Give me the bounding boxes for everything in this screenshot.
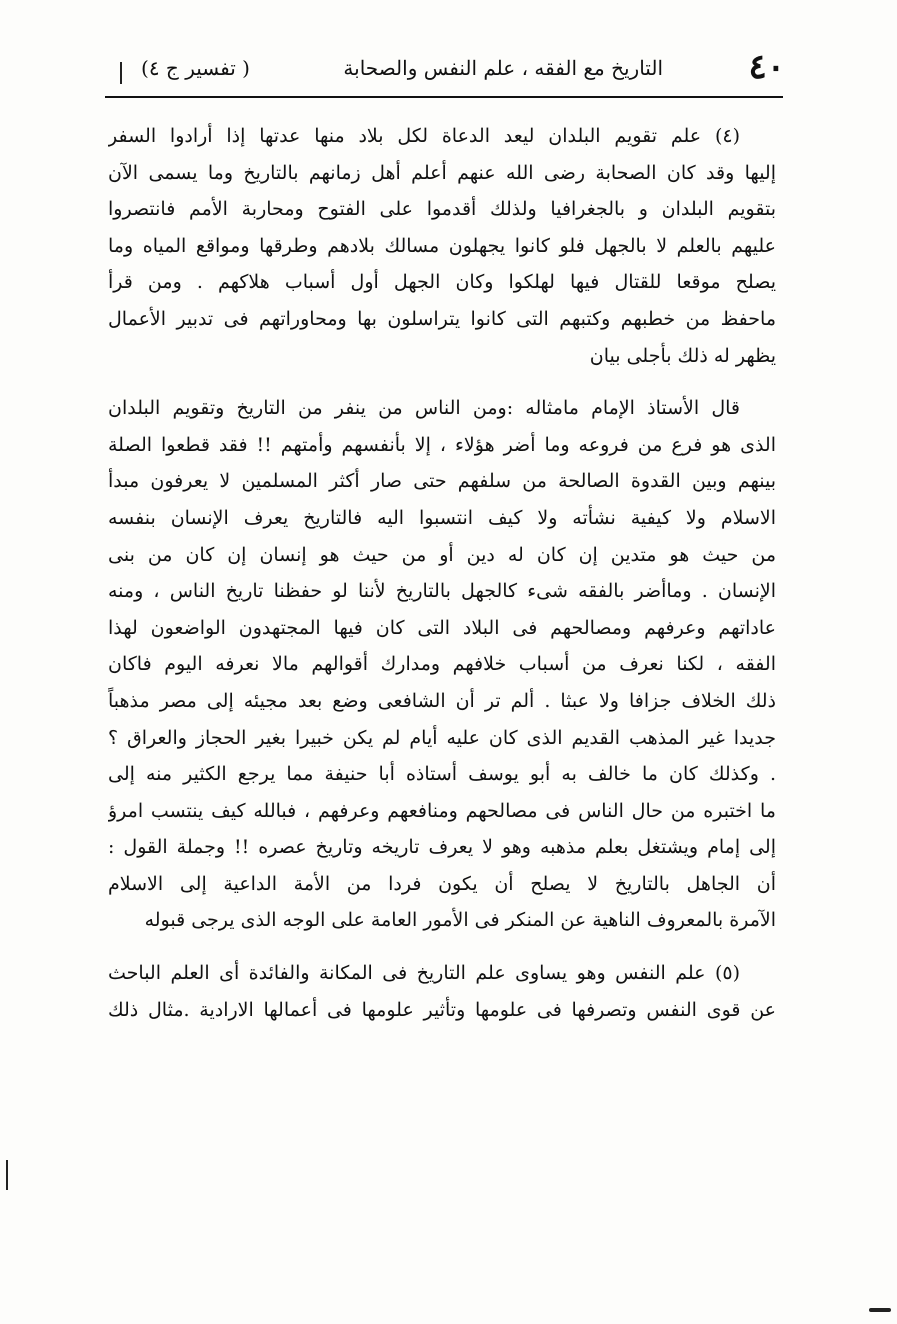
page-header [105,48,785,92]
text-line: . وكذلك كان ما خالف به أبو يوسف أستاذه أبا حنيفة مما يرجع الكثير منه إلى [108,763,776,786]
text-line: بينهم وبين القدوة الصالحة من سلفهم حتى صار أكثر المسلمين لا يعرفون مبدأ [108,470,776,493]
paragraph-psychology [108,955,776,1028]
text-line: أن الجاهل بالتاريخ لا يصلح أن يكون فردا من الأمة الداعية إلى الاسلام [108,872,776,895]
text-line: الذى هو فرع من فروعه وما أضر هؤلاء ، إلا بأنفسهم وأمتهم !! فقد قطعوا الصلة [108,433,776,456]
text-line: الإنسان . وماأضر بالفقه شىء كالجهل بالتاريخ لأننا لو حفظنا تاريخ الناس ، ومنه [108,580,776,603]
text-line: ما اختبره من حال الناس فى مصالحهم ومنافعهم وعرفهم ، فبالله كيف ينتسب امرؤ [108,799,776,822]
page-body [108,118,776,1028]
text-line: من حيث هو متدين إن كان له دين أو من حيث هو إنسان إن كان من بنى [108,543,776,566]
text-line: ماحفظ من خطبهم وكتبهم التى كانوا يتراسلون بها ومحاوراتهم فى تدبير الأعمال [108,307,776,330]
text-line: ذلك الخلاف جزافا ولا عبثا . ألم تر أن الشافعى وضع بعد مجيئه إلى مصر مذهباً [108,689,776,712]
text-line: عاداتهم وعرفهم ومصالحهم فى البلاد التى كان فيها المجتهدون الواضعون لهذا [108,616,776,639]
paragraph-geography [108,118,776,374]
scan-corner-mark [869,1308,891,1312]
volume-reference: ( تفسير ج ٤) [141,56,250,80]
text-line: قال الأستاذ الإمام مامثاله :ومن الناس من ينفر من التاريخ وتقويم البلدان [108,397,740,420]
paragraph-imam-quote [108,390,776,939]
text-line: جديدا غير المذهب القديم الذى كان عليه أيام لم يكن خبيرا بغير الحجاز والعراق ؟ [108,726,776,749]
text-line: (٥) علم النفس وهو يساوى علم التاريخ فى المكانة والفائدة أى العلم الباحث [108,962,740,985]
text-line: إلى إمام ويشتغل بعلم مذهبه وهو لا يعرف تاريخه وتاريخ عصره !! وجملة القول : [108,836,776,859]
text-line: الآمرة بالمعروف الناهية عن المنكر فى الأمور العامة على الوجه الذى يرجى قبوله [144,909,776,932]
text-line: (٤) علم تقويم البلدان ليعد الدعاة لكل بلاد منها عدتها إذا أرادوا السفر [108,125,740,147]
paragraph-gap [108,374,776,390]
text-line: الاسلام ولا كيفية نشأته ولا كيف انتسبوا اليه فالتاريخ يعرف الإنسان بنفسه [108,506,776,529]
text-line: عليهم بالعلم لا بالجهل فلو كانوا يجهلون مسالك بلادهم وطرقها ومواقع المياه وما [108,234,776,257]
text-line: يصلح موقعا للقتال فيها لهلكوا وكان الجهل أول أسباب هلاكهم . ومن قرأ [108,271,776,294]
scan-margin-mark [120,62,122,84]
running-title: التاريخ مع الفقه ، علم النفس والصحابة [343,56,663,80]
header-rule [105,96,783,98]
text-line: إليها وقد كان الصحابة رضى الله عنهم أعلم أهل زمانهم بالتاريخ وما يسمى الآن [108,161,776,184]
text-line: عن قوى النفس وتصرفها فى علومها وتأثير علومها فى أعمالها الارادية .مثال ذلك [108,998,776,1021]
text-line: بتقويم البلدان و بالجغرافيا ولذلك أقدموا على الفتوح ومحاربة الأمم فانتصروا [108,198,776,221]
paragraph-gap [108,939,776,955]
page-number: ٤٠ [748,47,785,87]
scan-margin-mark [6,1160,8,1190]
text-line: الفقه ، لكنا نعرف من أسباب خلافهم ومدارك أقوالهم مالا نعرفه اليوم فاكان [108,653,776,676]
text-line: يظهر له ذلك بأجلى بيان [589,344,776,367]
